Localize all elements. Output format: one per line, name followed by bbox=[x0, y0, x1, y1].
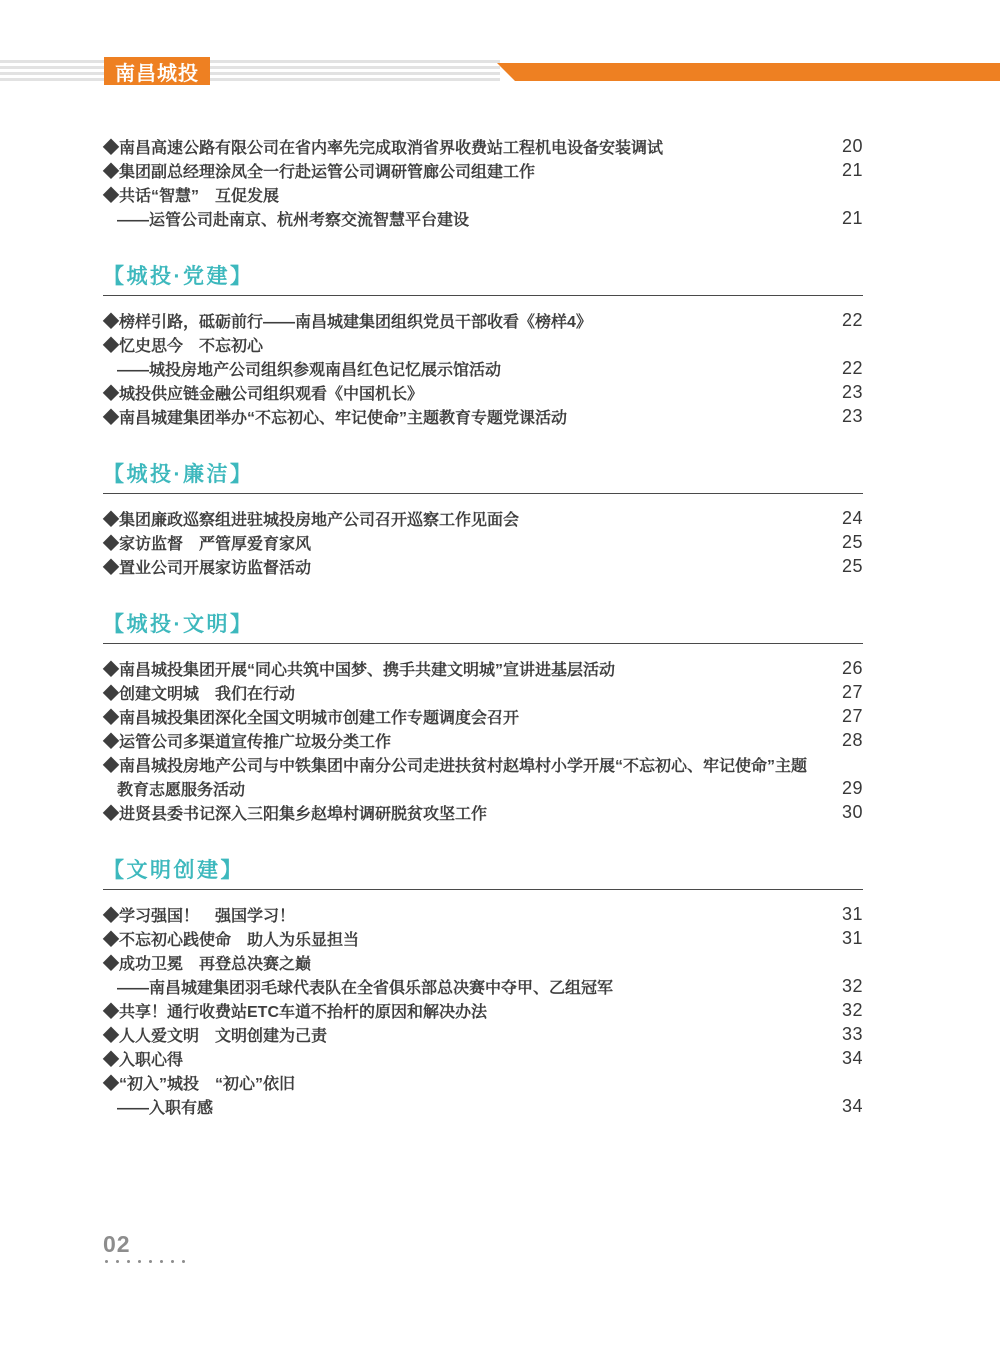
toc-entry-page: 28 bbox=[841, 729, 863, 750]
toc-entry-text: ——入职有感 bbox=[117, 1099, 214, 1117]
toc-entry bbox=[103, 158, 863, 182]
toc-entry-page: 26 bbox=[841, 657, 863, 678]
toc-entry bbox=[103, 506, 863, 530]
toc-entry-continuation bbox=[103, 206, 863, 230]
dot bbox=[160, 1260, 163, 1263]
toc-section-civilization-building bbox=[103, 858, 863, 1118]
toc-entry bbox=[103, 1070, 863, 1094]
toc-entry-text: ◆集团廉政巡察组进驻城投房地产公司召开巡察工作见面会 bbox=[103, 511, 520, 529]
toc-entry bbox=[103, 680, 863, 704]
toc-entry-text: ◆南昌城投集团开展“同心共筑中国梦、携手共建文明城”宣讲进基层活动 bbox=[103, 661, 616, 679]
toc-entry-text: ◆南昌高速公路有限公司在省内率先完成取消省界收费站工程机电设备安装调试 bbox=[103, 139, 664, 157]
toc-entry bbox=[103, 308, 863, 332]
dot bbox=[138, 1260, 141, 1263]
dot bbox=[116, 1260, 119, 1263]
page-number-dots bbox=[105, 1260, 185, 1263]
page-number: 02 bbox=[103, 1231, 131, 1257]
toc-entry-page: 31 bbox=[841, 903, 863, 924]
toc-entry-text: ——城投房地产公司组织参观南昌红色记忆展示馆活动 bbox=[117, 361, 502, 379]
toc-entry-page: 30 bbox=[841, 801, 863, 822]
toc-entry-continuation bbox=[103, 776, 863, 800]
toc-entry bbox=[103, 1046, 863, 1070]
toc-entry-page: 31 bbox=[841, 927, 863, 948]
toc-entry-text: ◆共话“智慧” 互促发展 bbox=[103, 187, 280, 205]
toc-entry-page: 21 bbox=[841, 207, 863, 228]
toc-entry bbox=[103, 404, 863, 428]
toc-entry-text: ◆城投供应链金融公司组织观看《中国机长》 bbox=[103, 385, 424, 403]
section-title: 【城投·文明】 bbox=[103, 613, 254, 636]
toc-entry-page: 34 bbox=[841, 1095, 863, 1116]
section-divider bbox=[103, 889, 863, 890]
toc-entry bbox=[103, 656, 863, 680]
toc-entry-page: 32 bbox=[841, 999, 863, 1020]
toc-entry bbox=[103, 728, 863, 752]
section-title: 【文明创建】 bbox=[103, 859, 244, 882]
table-of-contents bbox=[103, 134, 863, 1118]
toc-entry-text: ◆成功卫冕 再登总决赛之巅 bbox=[103, 955, 312, 973]
toc-entry bbox=[103, 998, 863, 1022]
toc-entry-page: 22 bbox=[841, 309, 863, 330]
toc-entry-text: ◆南昌城投房地产公司与中铁集团中南分公司走进扶贫村赵埠村小学开展“不忘初心、牢记使命”主题 bbox=[103, 757, 808, 775]
toc-entry-text: ◆南昌城建集团举办“不忘初心、牢记使命”主题教育专题党课活动 bbox=[103, 409, 568, 427]
dot bbox=[171, 1260, 174, 1263]
toc-entry bbox=[103, 800, 863, 824]
toc-entry bbox=[103, 950, 863, 974]
toc-entry-page: 24 bbox=[841, 507, 863, 528]
toc-section-party-building bbox=[103, 264, 863, 428]
toc-entry bbox=[103, 380, 863, 404]
toc-entry bbox=[103, 134, 863, 158]
toc-entry-text: ◆南昌城投集团深化全国文明城市创建工作专题调度会召开 bbox=[103, 709, 520, 727]
toc-entry bbox=[103, 182, 863, 206]
section-divider bbox=[103, 295, 863, 296]
toc-entry-text: ◆集团副总经理涂凤全一行赴运管公司调研管廊公司组建工作 bbox=[103, 163, 536, 181]
toc-entry-page: 29 bbox=[841, 777, 863, 798]
toc-entry-text: ◆不忘初心践使命 助人为乐显担当 bbox=[103, 931, 360, 949]
header-banner bbox=[497, 63, 1000, 81]
toc-entry-page: 27 bbox=[841, 705, 863, 726]
toc-section-continued bbox=[103, 134, 863, 230]
toc-entry-page: 21 bbox=[841, 159, 863, 180]
toc-entry-page: 22 bbox=[841, 357, 863, 378]
toc-entry-page: 32 bbox=[841, 975, 863, 996]
brand-title: 南昌城投 bbox=[115, 62, 199, 85]
section-title: 【城投·党建】 bbox=[103, 265, 254, 288]
toc-entry-page: 20 bbox=[841, 135, 863, 156]
toc-entry-text: 教育志愿服务活动 bbox=[117, 781, 246, 799]
toc-entry bbox=[103, 704, 863, 728]
toc-entry-page: 25 bbox=[841, 555, 863, 576]
toc-entry-text: ◆忆史思今 不忘初心 bbox=[103, 337, 264, 355]
toc-entry bbox=[103, 554, 863, 578]
toc-entry-continuation bbox=[103, 356, 863, 380]
toc-entry-text: ◆人人爱文明 文明创建为己责 bbox=[103, 1027, 328, 1045]
toc-section-civilization bbox=[103, 612, 863, 824]
toc-entry-continuation bbox=[103, 1094, 863, 1118]
toc-entry-continuation bbox=[103, 974, 863, 998]
toc-entry bbox=[103, 926, 863, 950]
toc-entry-text: ——南昌城建集团羽毛球代表队在全省俱乐部总决赛中夺甲、乙组冠军 bbox=[117, 979, 614, 997]
toc-entry-text: ◆榜样引路，砥砺前行——南昌城建集团组织党员干部收看《榜样4》 bbox=[103, 313, 592, 331]
toc-entry-text: ◆运管公司多渠道宣传推广垃圾分类工作 bbox=[103, 733, 392, 751]
toc-entry-text: ◆“初入”城投 “初心”依旧 bbox=[103, 1075, 296, 1093]
dot bbox=[105, 1260, 108, 1263]
toc-entry-page: 27 bbox=[841, 681, 863, 702]
toc-entry-text: ◆进贤县委书记深入三阳集乡赵埠村调研脱贫攻坚工作 bbox=[103, 805, 488, 823]
toc-entry-text: ◆家访监督 严管厚爱育家风 bbox=[103, 535, 312, 553]
toc-entry-page: 23 bbox=[841, 381, 863, 402]
toc-entry-page: 25 bbox=[841, 531, 863, 552]
brand-badge bbox=[104, 57, 210, 85]
toc-entry-text: ◆共享！通行收费站ETC车道不抬杆的原因和解决办法 bbox=[103, 1003, 488, 1021]
toc-entry-text: ◆置业公司开展家访监督活动 bbox=[103, 559, 312, 577]
toc-entry bbox=[103, 1022, 863, 1046]
toc-section-integrity bbox=[103, 462, 863, 578]
toc-entry-page: 23 bbox=[841, 405, 863, 426]
toc-entry-text: ◆创建文明城 我们在行动 bbox=[103, 685, 296, 703]
toc-entry bbox=[103, 530, 863, 554]
section-divider bbox=[103, 493, 863, 494]
section-title: 【城投·廉洁】 bbox=[103, 463, 254, 486]
toc-entry bbox=[103, 752, 863, 776]
toc-entry-text: ——运管公司赴南京、杭州考察交流智慧平台建设 bbox=[117, 211, 470, 229]
dot bbox=[127, 1260, 130, 1263]
section-divider bbox=[103, 643, 863, 644]
toc-entry-text: ◆入职心得 bbox=[103, 1051, 184, 1069]
toc-entry bbox=[103, 332, 863, 356]
dot bbox=[149, 1260, 152, 1263]
dot bbox=[182, 1260, 185, 1263]
toc-entry bbox=[103, 902, 863, 926]
header-stripes bbox=[0, 60, 500, 82]
toc-entry-page: 34 bbox=[841, 1047, 863, 1068]
toc-entry-page: 33 bbox=[841, 1023, 863, 1044]
toc-entry-text: ◆学习强国！ 强国学习！ bbox=[103, 907, 296, 925]
